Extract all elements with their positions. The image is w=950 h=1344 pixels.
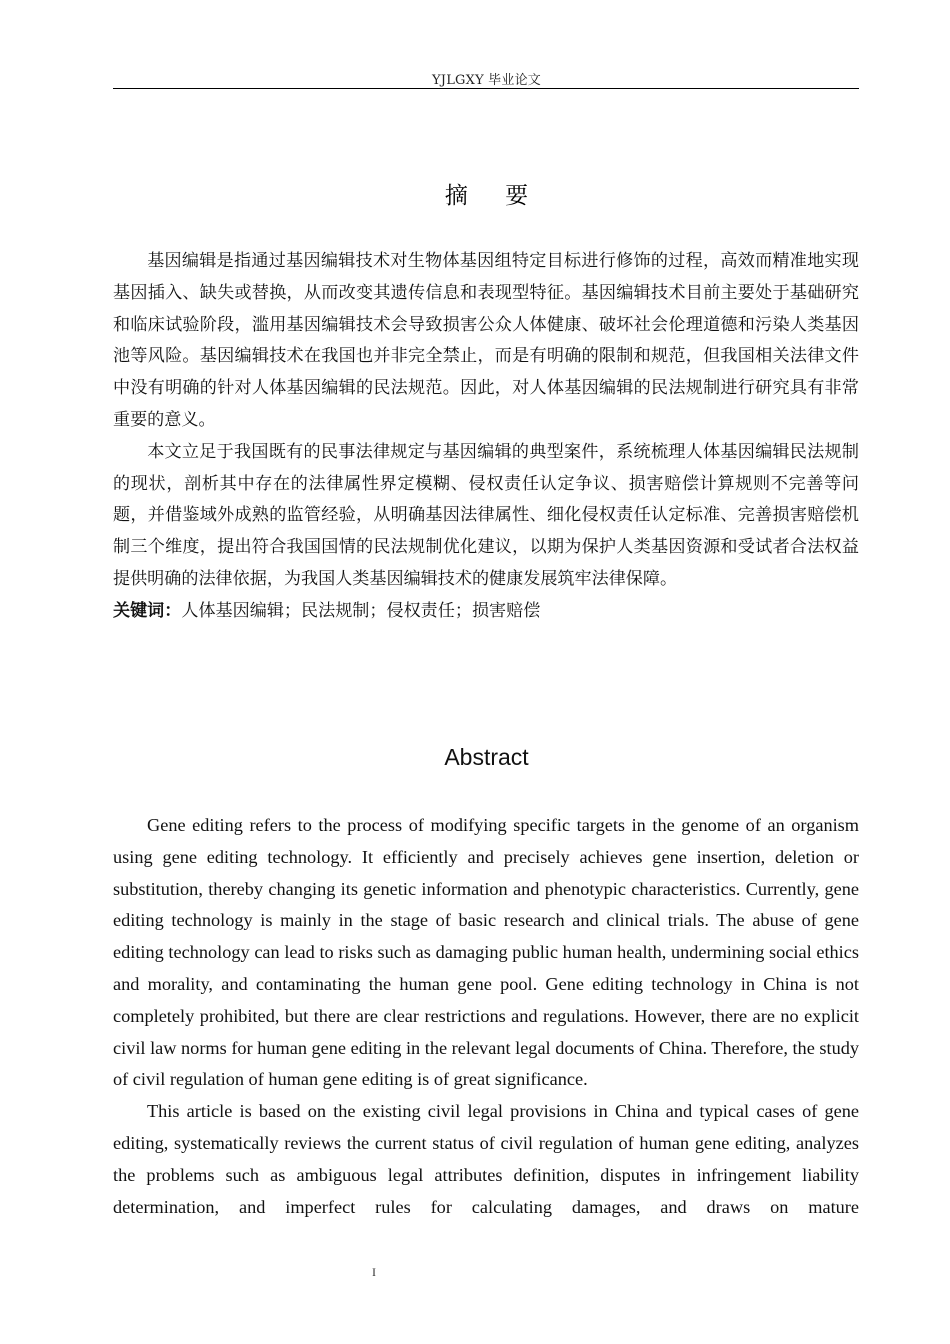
chinese-abstract-paragraph: 基因编辑是指通过基因编辑技术对生物体基因组特定目标进行修饰的过程，高效而精准地实现基因插入、缺失或替换，从而改变其遗传信息和表现型特征。基因编辑技术目前主要处于基础研究和临床试验阶段，滥用基因编辑技术会导致损害公众人体健康、破坏社会伦理道德和污染人类基因池等风险。基因编辑技术在我国也并非完全禁止，而是有明确的限制和规范，但我国相关法律文件中没有明确的针对人体基因编辑的民法规范。因此，对人体基因编辑的民法规制进行研究具有非常重要的意义。: [113, 251, 859, 430]
chinese-keywords-line: [113, 596, 859, 628]
page-number: I: [372, 1265, 376, 1279]
chinese-abstract-body: [113, 246, 859, 628]
header-rule: [113, 88, 859, 89]
keywords-text: 人体基因编辑；民法规制；侵权责任；损害赔偿: [181, 600, 541, 621]
english-abstract-body: [113, 810, 859, 1223]
english-abstract-paragraph: Gene editing refers to the process of modifying specific targets in the genome of an organism using gene editing technology. It efficiently and precisely achieves gene insertion, deletion or substitution, thereby changing its genetic information and phenotypic characteristics. Currently, gene editing technology is mainly in the stage of basic research and clinical trials. The abuse of gene editing technology can lead to risks such as damaging public human health, undermining social ethics and morality, and contaminating the human gene pool. Gene editing technology in China is not completely prohibited, but there are clear restrictions and regulations. However, there are no explicit civil law norms for human gene editing in the relevant legal documents of China. Therefore, the study of civil regulation of human gene editing is of great significance.: [113, 815, 859, 1090]
chinese-abstract-paragraph: 本文立足于我国既有的民事法律规定与基因编辑的典型案件，系统梳理人体基因编辑民法规制的现状，剖析其中存在的法律属性界定模糊、侵权责任认定争议、损害赔偿计算规则不完善等问题，并借鉴域外成熟的监管经验，从明确基因法律属性、细化侵权责任认定标准、完善损害赔偿机制三个维度，提出符合我国国情的民法规制优化建议，以期为保护人类基因资源和受试者合法权益提供明确的法律依据，为我国人类基因编辑技术的健康发展筑牢法律保障。: [113, 441, 859, 589]
english-abstract-paragraph: This article is based on the existing civil legal provisions in China and typical cases of gene editing, systematically reviews the current status of civil regulation of human gene editing, analyzes the problems such as ambiguous legal attributes definition, disputes in infringement liability determination, and imperfect rules for calculating damages, and draws on mature: [113, 1101, 859, 1217]
chinese-abstract-title: 摘 要: [444, 183, 529, 209]
page-header-text: YJLGXY 毕业论文: [432, 73, 541, 88]
english-abstract-title: Abstract: [444, 744, 529, 770]
keywords-label: 关键词：: [113, 600, 182, 621]
